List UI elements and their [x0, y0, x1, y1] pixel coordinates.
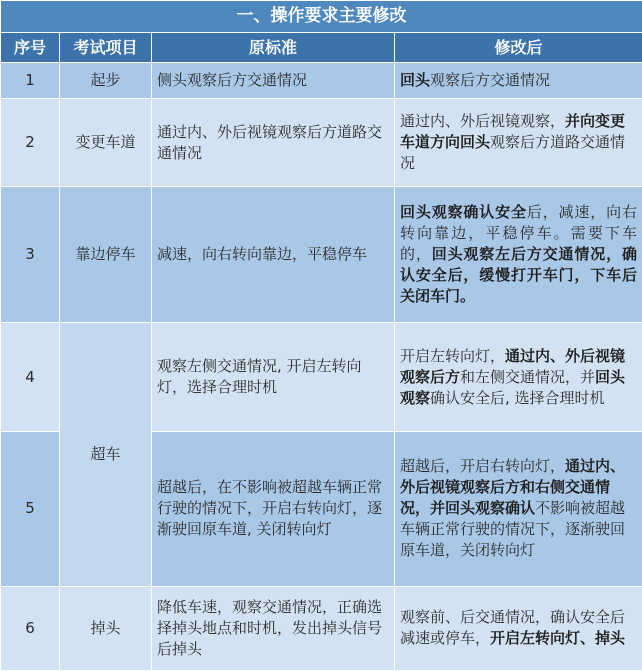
- revised-text-segment: 观察后方交通情况: [430, 71, 551, 89]
- row-revised: [395, 323, 642, 432]
- row-original: 观察左侧交通情况, 开启左转向灯，选择合理时机: [152, 323, 395, 432]
- revised-text-segment: 通过内、外后视镜观察，: [400, 112, 566, 131]
- revised-text-segment: 观察后方道路交通情况: [400, 133, 626, 173]
- row-revised: [395, 62, 642, 99]
- revised-text-segment: 观察前、后交通情况，确认安全后减速或停车，: [400, 608, 626, 648]
- row-item: 掉头: [60, 586, 152, 670]
- row-original: 通过内、外后视镜观察后方道路交通情况: [152, 99, 395, 186]
- row-revised: [395, 586, 642, 670]
- row-item: 起步: [60, 62, 152, 99]
- revised-text-segment: 确认安全后, 选择合理时机: [430, 388, 605, 407]
- table-row: [1, 99, 642, 186]
- header-no: 序号: [1, 32, 60, 62]
- row-original: 超越后，在不影响被超越车辆正常行驶的情况下，开启右转向灯，逐渐驶回原车道, 关闭转向灯: [152, 431, 395, 586]
- revised-bold-segment: 通过内、外后视镜观察后方和右侧交通情况，并回头观察确认: [400, 457, 626, 518]
- table-row: [1, 62, 642, 99]
- revised-bold-segment: 回头观察: [400, 367, 626, 407]
- revised-bold-segment: 通过内、外后视镜观察后方: [400, 346, 626, 386]
- revised-text-segment: 超越后，开启右转向灯，: [400, 457, 566, 476]
- revised-bold-segment: 开启左转向灯、掉头: [490, 629, 626, 648]
- row-number: 5: [1, 431, 60, 586]
- row-number: 1: [1, 62, 60, 99]
- table-row: [1, 586, 642, 670]
- table-header-row: [1, 32, 642, 62]
- revised-bold-segment: 回头观察确认安全: [400, 202, 527, 221]
- revised-text-segment: 和左侧交通情况，并: [460, 367, 596, 386]
- row-revised: [395, 431, 642, 586]
- row-number: 3: [1, 186, 60, 322]
- row-revised: [395, 99, 642, 186]
- header-revised: 修改后: [395, 32, 642, 62]
- row-original: 降低车速，观察交通情况，正确选择掉头地点和时机，发出掉头信号后掉头: [152, 586, 395, 670]
- row-item: 变更车道: [60, 99, 152, 186]
- table-row: [1, 323, 642, 432]
- header-item: 考试项目: [60, 32, 152, 62]
- revised-text-segment: 不影响被超越车辆正常行驶的情况下，逐渐驶回原车道，关闭转向灯: [400, 499, 626, 560]
- header-original: 原标准: [152, 32, 395, 62]
- row-item: 靠边停车: [60, 186, 152, 322]
- revised-text-segment: 开启左转向灯，: [400, 346, 506, 365]
- row-original: 侧头观察后方交通情况: [152, 62, 395, 99]
- table-title: 一、操作要求主要修改: [1, 1, 642, 33]
- table-row: [1, 186, 642, 322]
- revised-bold-segment: 并向变更车道方向回头: [400, 112, 626, 152]
- row-number: 4: [1, 323, 60, 432]
- table-title-row: [1, 1, 642, 33]
- row-number: 6: [1, 586, 60, 670]
- row-revised: [395, 186, 642, 322]
- row-number: 2: [1, 99, 60, 186]
- row-item-merged: 超车: [60, 323, 152, 587]
- revised-bold-segment: 回头观察左后方交通情况，确认安全后，缓慢打开车门，下车后关闭车门。: [400, 244, 637, 305]
- row-original: 减速，向右转向靠边，平稳停车: [152, 186, 395, 322]
- revised-bold-segment: 回头: [400, 71, 431, 89]
- revised-text-segment: 后，减速，向右转向靠边，平稳停车。需要下车的，: [400, 202, 637, 263]
